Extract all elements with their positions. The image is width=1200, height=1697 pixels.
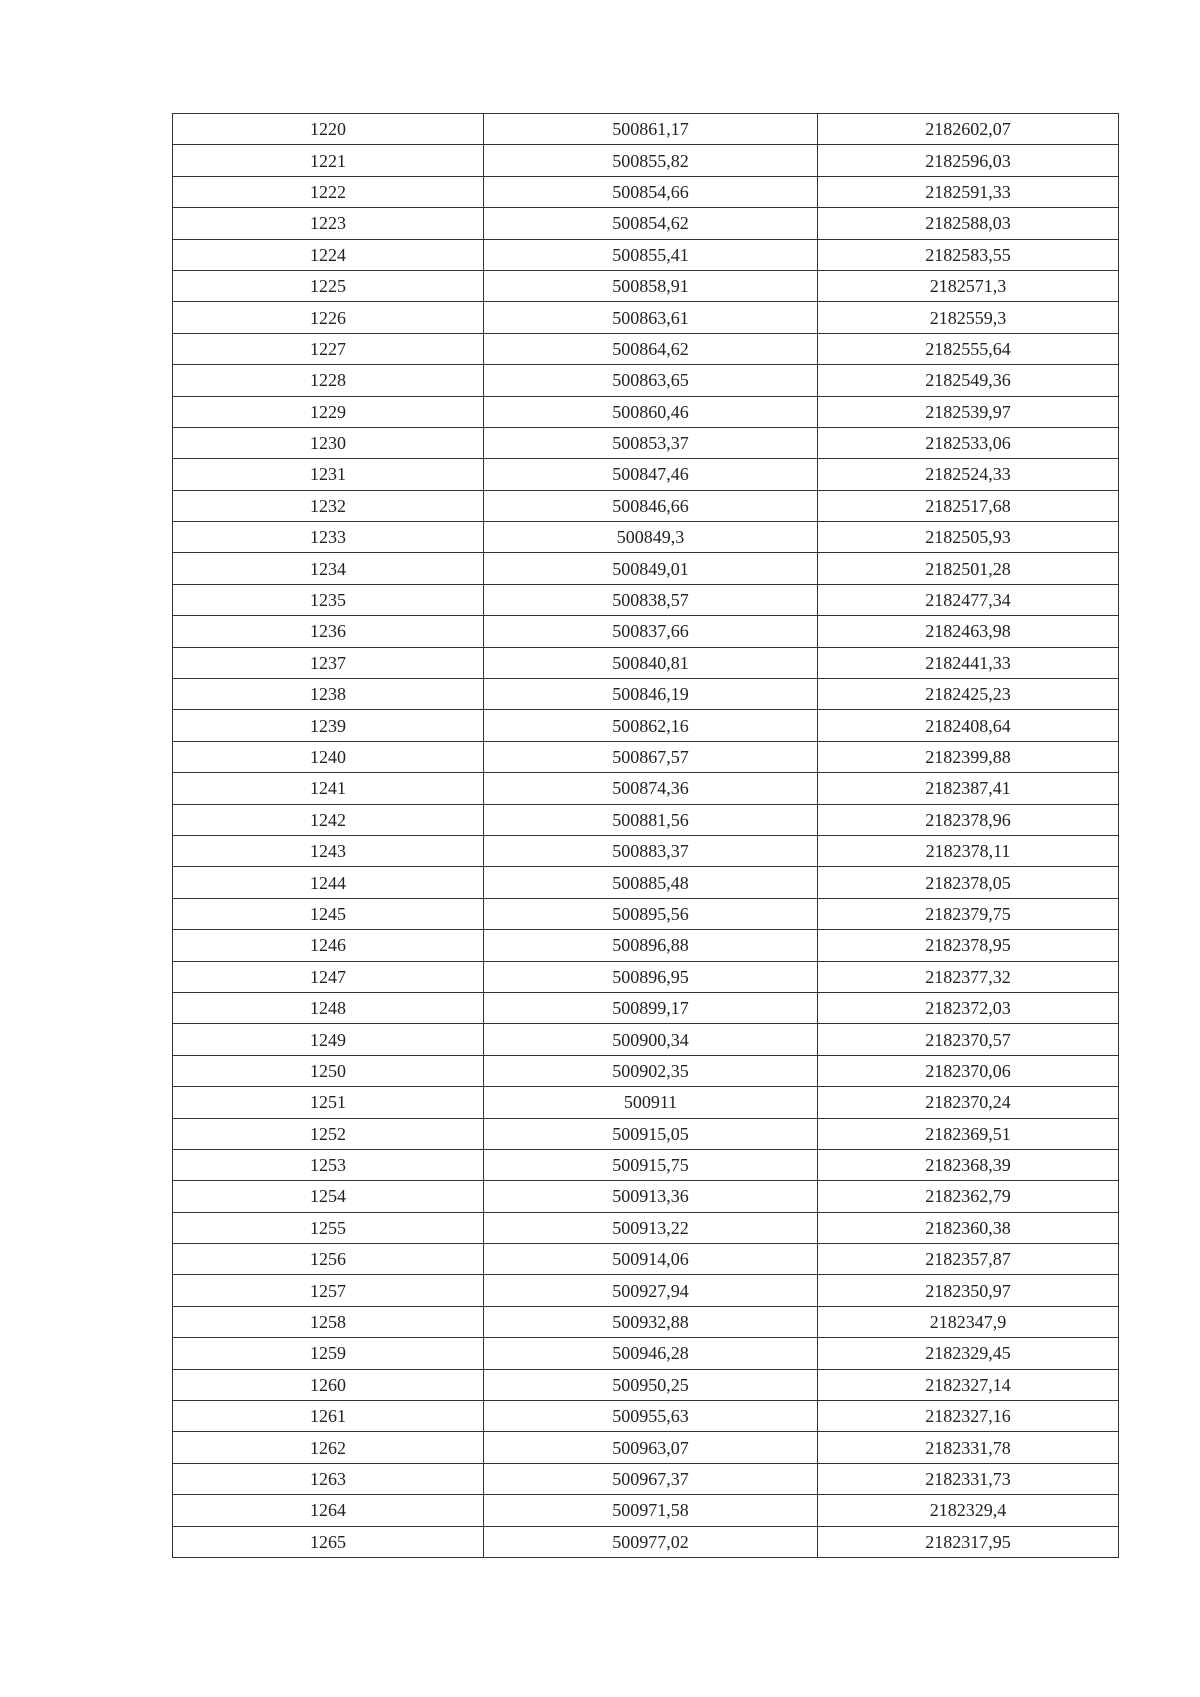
x-coordinate-cell: 500881,56 <box>484 804 818 835</box>
point-number-cell: 1228 <box>173 365 484 396</box>
y-coordinate-cell: 2182331,73 <box>818 1463 1119 1494</box>
table-row <box>173 459 1119 490</box>
point-number-cell: 1247 <box>173 961 484 992</box>
point-number-cell: 1225 <box>173 270 484 301</box>
x-coordinate-cell: 500950,25 <box>484 1369 818 1400</box>
point-number-cell: 1226 <box>173 302 484 333</box>
table-row <box>173 522 1119 553</box>
point-number-cell: 1263 <box>173 1463 484 1494</box>
y-coordinate-cell: 2182591,33 <box>818 176 1119 207</box>
y-coordinate-cell: 2182399,88 <box>818 741 1119 772</box>
x-coordinate-cell: 500862,16 <box>484 710 818 741</box>
y-coordinate-cell: 2182368,39 <box>818 1149 1119 1180</box>
y-coordinate-cell: 2182329,4 <box>818 1495 1119 1526</box>
x-coordinate-cell: 500860,46 <box>484 396 818 427</box>
table-row <box>173 961 1119 992</box>
table-row <box>173 1306 1119 1337</box>
point-number-cell: 1245 <box>173 898 484 929</box>
x-coordinate-cell: 500847,46 <box>484 459 818 490</box>
x-coordinate-cell: 500855,82 <box>484 145 818 176</box>
table-row <box>173 741 1119 772</box>
y-coordinate-cell: 2182571,3 <box>818 270 1119 301</box>
point-number-cell: 1248 <box>173 992 484 1023</box>
table-row <box>173 1495 1119 1526</box>
table-row <box>173 647 1119 678</box>
y-coordinate-cell: 2182477,34 <box>818 584 1119 615</box>
point-number-cell: 1251 <box>173 1087 484 1118</box>
point-number-cell: 1252 <box>173 1118 484 1149</box>
x-coordinate-cell: 500849,01 <box>484 553 818 584</box>
x-coordinate-cell: 500846,66 <box>484 490 818 521</box>
table-row <box>173 773 1119 804</box>
y-coordinate-cell: 2182329,45 <box>818 1338 1119 1369</box>
x-coordinate-cell: 500963,07 <box>484 1432 818 1463</box>
coordinates-table <box>172 113 1119 1558</box>
x-coordinate-cell: 500837,66 <box>484 616 818 647</box>
y-coordinate-cell: 2182602,07 <box>818 114 1119 145</box>
table-row <box>173 616 1119 647</box>
y-coordinate-cell: 2182347,9 <box>818 1306 1119 1337</box>
table-row <box>173 867 1119 898</box>
table-row <box>173 1369 1119 1400</box>
y-coordinate-cell: 2182559,3 <box>818 302 1119 333</box>
x-coordinate-cell: 500863,61 <box>484 302 818 333</box>
table-row <box>173 208 1119 239</box>
point-number-cell: 1261 <box>173 1401 484 1432</box>
point-number-cell: 1241 <box>173 773 484 804</box>
x-coordinate-cell: 500967,37 <box>484 1463 818 1494</box>
x-coordinate-cell: 500911 <box>484 1087 818 1118</box>
point-number-cell: 1253 <box>173 1149 484 1180</box>
x-coordinate-cell: 500913,36 <box>484 1181 818 1212</box>
point-number-cell: 1220 <box>173 114 484 145</box>
x-coordinate-cell: 500915,75 <box>484 1149 818 1180</box>
point-number-cell: 1250 <box>173 1055 484 1086</box>
y-coordinate-cell: 2182505,93 <box>818 522 1119 553</box>
table-row <box>173 1338 1119 1369</box>
y-coordinate-cell: 2182350,97 <box>818 1275 1119 1306</box>
y-coordinate-cell: 2182501,28 <box>818 553 1119 584</box>
x-coordinate-cell: 500853,37 <box>484 427 818 458</box>
table-row <box>173 396 1119 427</box>
x-coordinate-cell: 500896,95 <box>484 961 818 992</box>
table-row <box>173 270 1119 301</box>
table-row <box>173 427 1119 458</box>
table-row <box>173 145 1119 176</box>
table-row <box>173 1463 1119 1494</box>
table-row <box>173 1055 1119 1086</box>
x-coordinate-cell: 500846,19 <box>484 679 818 710</box>
y-coordinate-cell: 2182331,78 <box>818 1432 1119 1463</box>
point-number-cell: 1246 <box>173 930 484 961</box>
point-number-cell: 1254 <box>173 1181 484 1212</box>
table-row <box>173 333 1119 364</box>
table-row <box>173 930 1119 961</box>
point-number-cell: 1231 <box>173 459 484 490</box>
point-number-cell: 1221 <box>173 145 484 176</box>
x-coordinate-cell: 500971,58 <box>484 1495 818 1526</box>
x-coordinate-cell: 500913,22 <box>484 1212 818 1243</box>
x-coordinate-cell: 500855,41 <box>484 239 818 270</box>
x-coordinate-cell: 500896,88 <box>484 930 818 961</box>
point-number-cell: 1236 <box>173 616 484 647</box>
table-row <box>173 302 1119 333</box>
y-coordinate-cell: 2182517,68 <box>818 490 1119 521</box>
x-coordinate-cell: 500867,57 <box>484 741 818 772</box>
point-number-cell: 1264 <box>173 1495 484 1526</box>
table-row <box>173 1244 1119 1275</box>
table-row <box>173 239 1119 270</box>
point-number-cell: 1242 <box>173 804 484 835</box>
point-number-cell: 1255 <box>173 1212 484 1243</box>
point-number-cell: 1243 <box>173 835 484 866</box>
point-number-cell: 1227 <box>173 333 484 364</box>
table-body <box>173 114 1119 1558</box>
table-row <box>173 992 1119 1023</box>
table-row <box>173 1401 1119 1432</box>
table-row <box>173 1024 1119 1055</box>
point-number-cell: 1232 <box>173 490 484 521</box>
x-coordinate-cell: 500899,17 <box>484 992 818 1023</box>
table-row <box>173 1181 1119 1212</box>
y-coordinate-cell: 2182533,06 <box>818 427 1119 458</box>
point-number-cell: 1259 <box>173 1338 484 1369</box>
point-number-cell: 1230 <box>173 427 484 458</box>
x-coordinate-cell: 500883,37 <box>484 835 818 866</box>
table-row <box>173 1212 1119 1243</box>
y-coordinate-cell: 2182327,14 <box>818 1369 1119 1400</box>
point-number-cell: 1249 <box>173 1024 484 1055</box>
y-coordinate-cell: 2182378,05 <box>818 867 1119 898</box>
x-coordinate-cell: 500840,81 <box>484 647 818 678</box>
y-coordinate-cell: 2182379,75 <box>818 898 1119 929</box>
x-coordinate-cell: 500854,66 <box>484 176 818 207</box>
y-coordinate-cell: 2182378,95 <box>818 930 1119 961</box>
x-coordinate-cell: 500895,56 <box>484 898 818 929</box>
table-row <box>173 1149 1119 1180</box>
point-number-cell: 1223 <box>173 208 484 239</box>
y-coordinate-cell: 2182549,36 <box>818 365 1119 396</box>
point-number-cell: 1237 <box>173 647 484 678</box>
x-coordinate-cell: 500849,3 <box>484 522 818 553</box>
table-row <box>173 804 1119 835</box>
y-coordinate-cell: 2182370,06 <box>818 1055 1119 1086</box>
x-coordinate-cell: 500902,35 <box>484 1055 818 1086</box>
point-number-cell: 1233 <box>173 522 484 553</box>
point-number-cell: 1257 <box>173 1275 484 1306</box>
point-number-cell: 1244 <box>173 867 484 898</box>
table-row <box>173 1526 1119 1557</box>
table-row <box>173 490 1119 521</box>
y-coordinate-cell: 2182377,32 <box>818 961 1119 992</box>
point-number-cell: 1240 <box>173 741 484 772</box>
y-coordinate-cell: 2182539,97 <box>818 396 1119 427</box>
x-coordinate-cell: 500838,57 <box>484 584 818 615</box>
y-coordinate-cell: 2182370,24 <box>818 1087 1119 1118</box>
x-coordinate-cell: 500858,91 <box>484 270 818 301</box>
table-row <box>173 898 1119 929</box>
point-number-cell: 1260 <box>173 1369 484 1400</box>
y-coordinate-cell: 2182370,57 <box>818 1024 1119 1055</box>
y-coordinate-cell: 2182369,51 <box>818 1118 1119 1149</box>
table-row <box>173 1432 1119 1463</box>
x-coordinate-cell: 500861,17 <box>484 114 818 145</box>
point-number-cell: 1256 <box>173 1244 484 1275</box>
y-coordinate-cell: 2182555,64 <box>818 333 1119 364</box>
x-coordinate-cell: 500932,88 <box>484 1306 818 1337</box>
point-number-cell: 1224 <box>173 239 484 270</box>
point-number-cell: 1235 <box>173 584 484 615</box>
y-coordinate-cell: 2182378,11 <box>818 835 1119 866</box>
y-coordinate-cell: 2182524,33 <box>818 459 1119 490</box>
y-coordinate-cell: 2182441,33 <box>818 647 1119 678</box>
y-coordinate-cell: 2182317,95 <box>818 1526 1119 1557</box>
x-coordinate-cell: 500927,94 <box>484 1275 818 1306</box>
y-coordinate-cell: 2182378,96 <box>818 804 1119 835</box>
y-coordinate-cell: 2182463,98 <box>818 616 1119 647</box>
table-row <box>173 1118 1119 1149</box>
y-coordinate-cell: 2182372,03 <box>818 992 1119 1023</box>
x-coordinate-cell: 500863,65 <box>484 365 818 396</box>
x-coordinate-cell: 500854,62 <box>484 208 818 239</box>
table-row <box>173 679 1119 710</box>
table-row <box>173 584 1119 615</box>
y-coordinate-cell: 2182588,03 <box>818 208 1119 239</box>
y-coordinate-cell: 2182362,79 <box>818 1181 1119 1212</box>
y-coordinate-cell: 2182408,64 <box>818 710 1119 741</box>
y-coordinate-cell: 2182387,41 <box>818 773 1119 804</box>
y-coordinate-cell: 2182583,55 <box>818 239 1119 270</box>
table-row <box>173 114 1119 145</box>
point-number-cell: 1234 <box>173 553 484 584</box>
point-number-cell: 1238 <box>173 679 484 710</box>
point-number-cell: 1258 <box>173 1306 484 1337</box>
point-number-cell: 1239 <box>173 710 484 741</box>
table-row <box>173 553 1119 584</box>
table-row <box>173 710 1119 741</box>
y-coordinate-cell: 2182425,23 <box>818 679 1119 710</box>
y-coordinate-cell: 2182360,38 <box>818 1212 1119 1243</box>
table-row <box>173 1275 1119 1306</box>
x-coordinate-cell: 500864,62 <box>484 333 818 364</box>
table-row <box>173 835 1119 866</box>
table-row <box>173 365 1119 396</box>
point-number-cell: 1262 <box>173 1432 484 1463</box>
x-coordinate-cell: 500914,06 <box>484 1244 818 1275</box>
table-row <box>173 176 1119 207</box>
y-coordinate-cell: 2182596,03 <box>818 145 1119 176</box>
y-coordinate-cell: 2182327,16 <box>818 1401 1119 1432</box>
point-number-cell: 1265 <box>173 1526 484 1557</box>
x-coordinate-cell: 500885,48 <box>484 867 818 898</box>
point-number-cell: 1222 <box>173 176 484 207</box>
x-coordinate-cell: 500874,36 <box>484 773 818 804</box>
x-coordinate-cell: 500955,63 <box>484 1401 818 1432</box>
x-coordinate-cell: 500900,34 <box>484 1024 818 1055</box>
x-coordinate-cell: 500915,05 <box>484 1118 818 1149</box>
x-coordinate-cell: 500977,02 <box>484 1526 818 1557</box>
point-number-cell: 1229 <box>173 396 484 427</box>
x-coordinate-cell: 500946,28 <box>484 1338 818 1369</box>
table-row <box>173 1087 1119 1118</box>
y-coordinate-cell: 2182357,87 <box>818 1244 1119 1275</box>
